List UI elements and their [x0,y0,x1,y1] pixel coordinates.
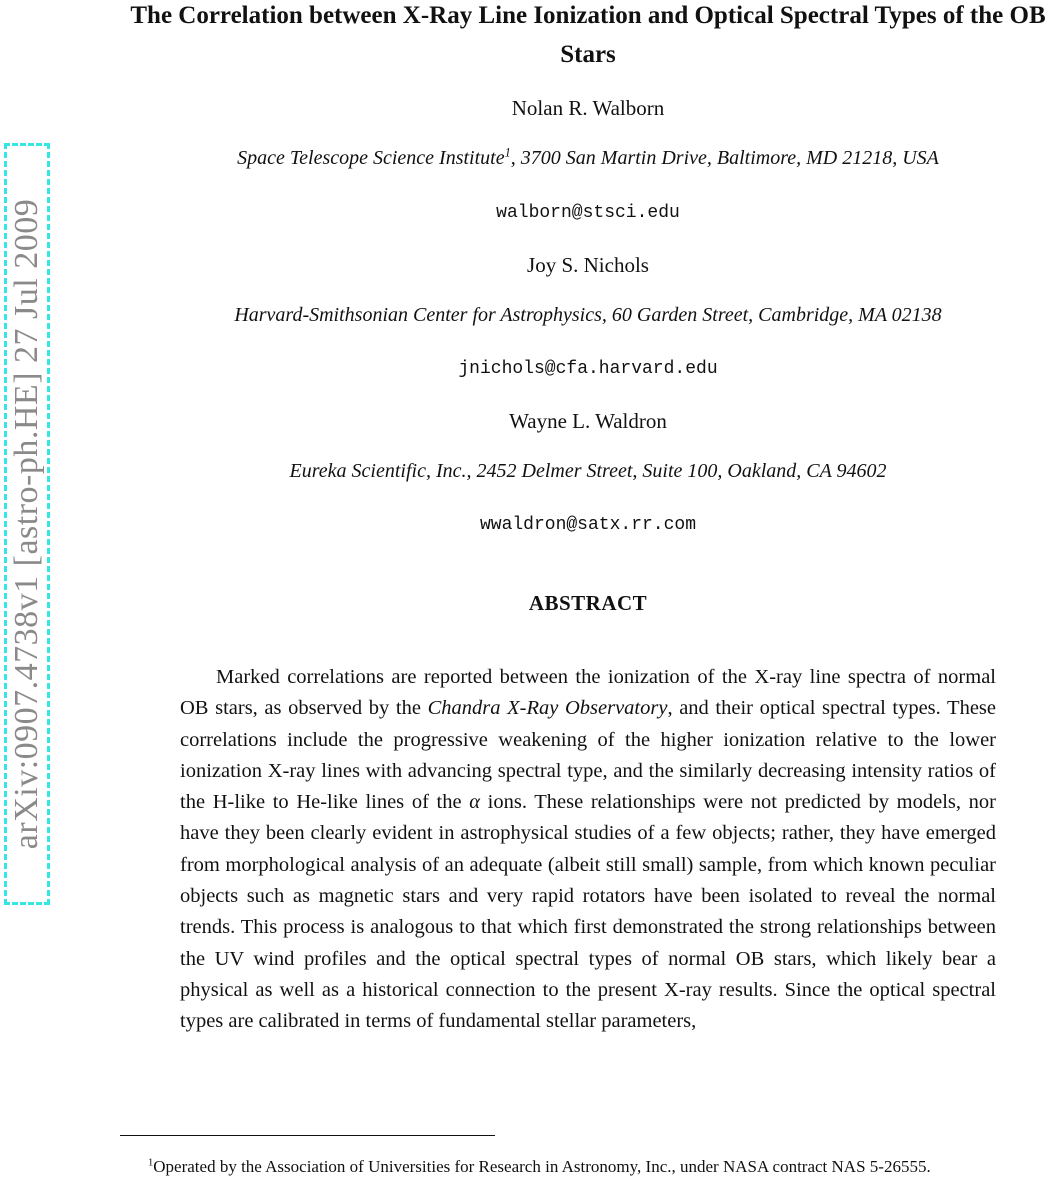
alpha-symbol: α [469,791,481,814]
footnote [120,1153,1053,1180]
footnote-divider [120,1135,495,1136]
author-email[interactable]: wwaldron@satx.rr.com [479,515,697,535]
footnote-text: Operated by the Association of Universities for Research in Astronomy, Inc., under NASA contract NAS 5-26555. [153,1157,931,1176]
author-name: Wayne L. Waldron [509,409,667,433]
author-email[interactable]: walborn@stsci.edu [496,203,680,223]
abstract-heading: ABSTRACT [528,591,648,615]
author-name: Nolan R. Walborn [511,96,665,120]
observatory-name: Chandra X-Ray Observatory [427,697,668,720]
abstract-body: Marked correlations are reported between the ionization of the X-ray line spectra of normal OB stars, as observed by the Chandra X-Ray Observatory, and their optical spectral types. These correlations include the progressive weakening of the higher ionization relative to the lower ionization X-ray lines with advancing spectral type, and the similarly decreasing intensity ratios of the H-like to He-like lines of the α ions. These relationships were not predicted by models, nor have they been clearly evident in astrophysical studies of a few objects; rather, they have emerged from morphological analysis of an adequate (albeit still small) sample, from which known peculiar objects such as magnetic stars and very rapid rotators have been isolated to reveal the normal trends. This process is analogous to that which first demonstrated the strong relationships between the UV wind profiles and the optical spectral types of normal OB stars, which likely bear a physical as well as a historical connection to the present X-ray results. Since the optical spectral types are calibrated in terms of fundamental stellar parameters, [180,666,996,1033]
arxiv-identifier: arXiv:0907.4738v1 [astro-ph.HE] 27 Jul 2009 [8,198,46,850]
author-affiliation: Eureka Scientific, Inc., 2452 Delmer Street, Suite 100, Oakland, CA 94602 [289,460,887,482]
author-affiliation: Space Telescope Science Institute$^1$, 3700 San Martin Drive, Baltimore, MD 21218, USA [237,145,939,169]
footnote-marker: 1 [504,145,511,160]
arxiv-identifier-stamp [4,143,50,905]
footnote-marker: 1 [148,1157,154,1169]
author-email[interactable]: jnichols@cfa.harvard.edu [458,359,718,379]
paper-title: The Correlation between X-Ray Line Ionization and Optical Spectral Types of the OB Stars [130,2,1046,68]
author-affiliation: Harvard-Smithsonian Center for Astrophysics, 60 Garden Street, Cambridge, MA 02138 [234,304,942,326]
author-name: Joy S. Nichols [527,253,649,277]
